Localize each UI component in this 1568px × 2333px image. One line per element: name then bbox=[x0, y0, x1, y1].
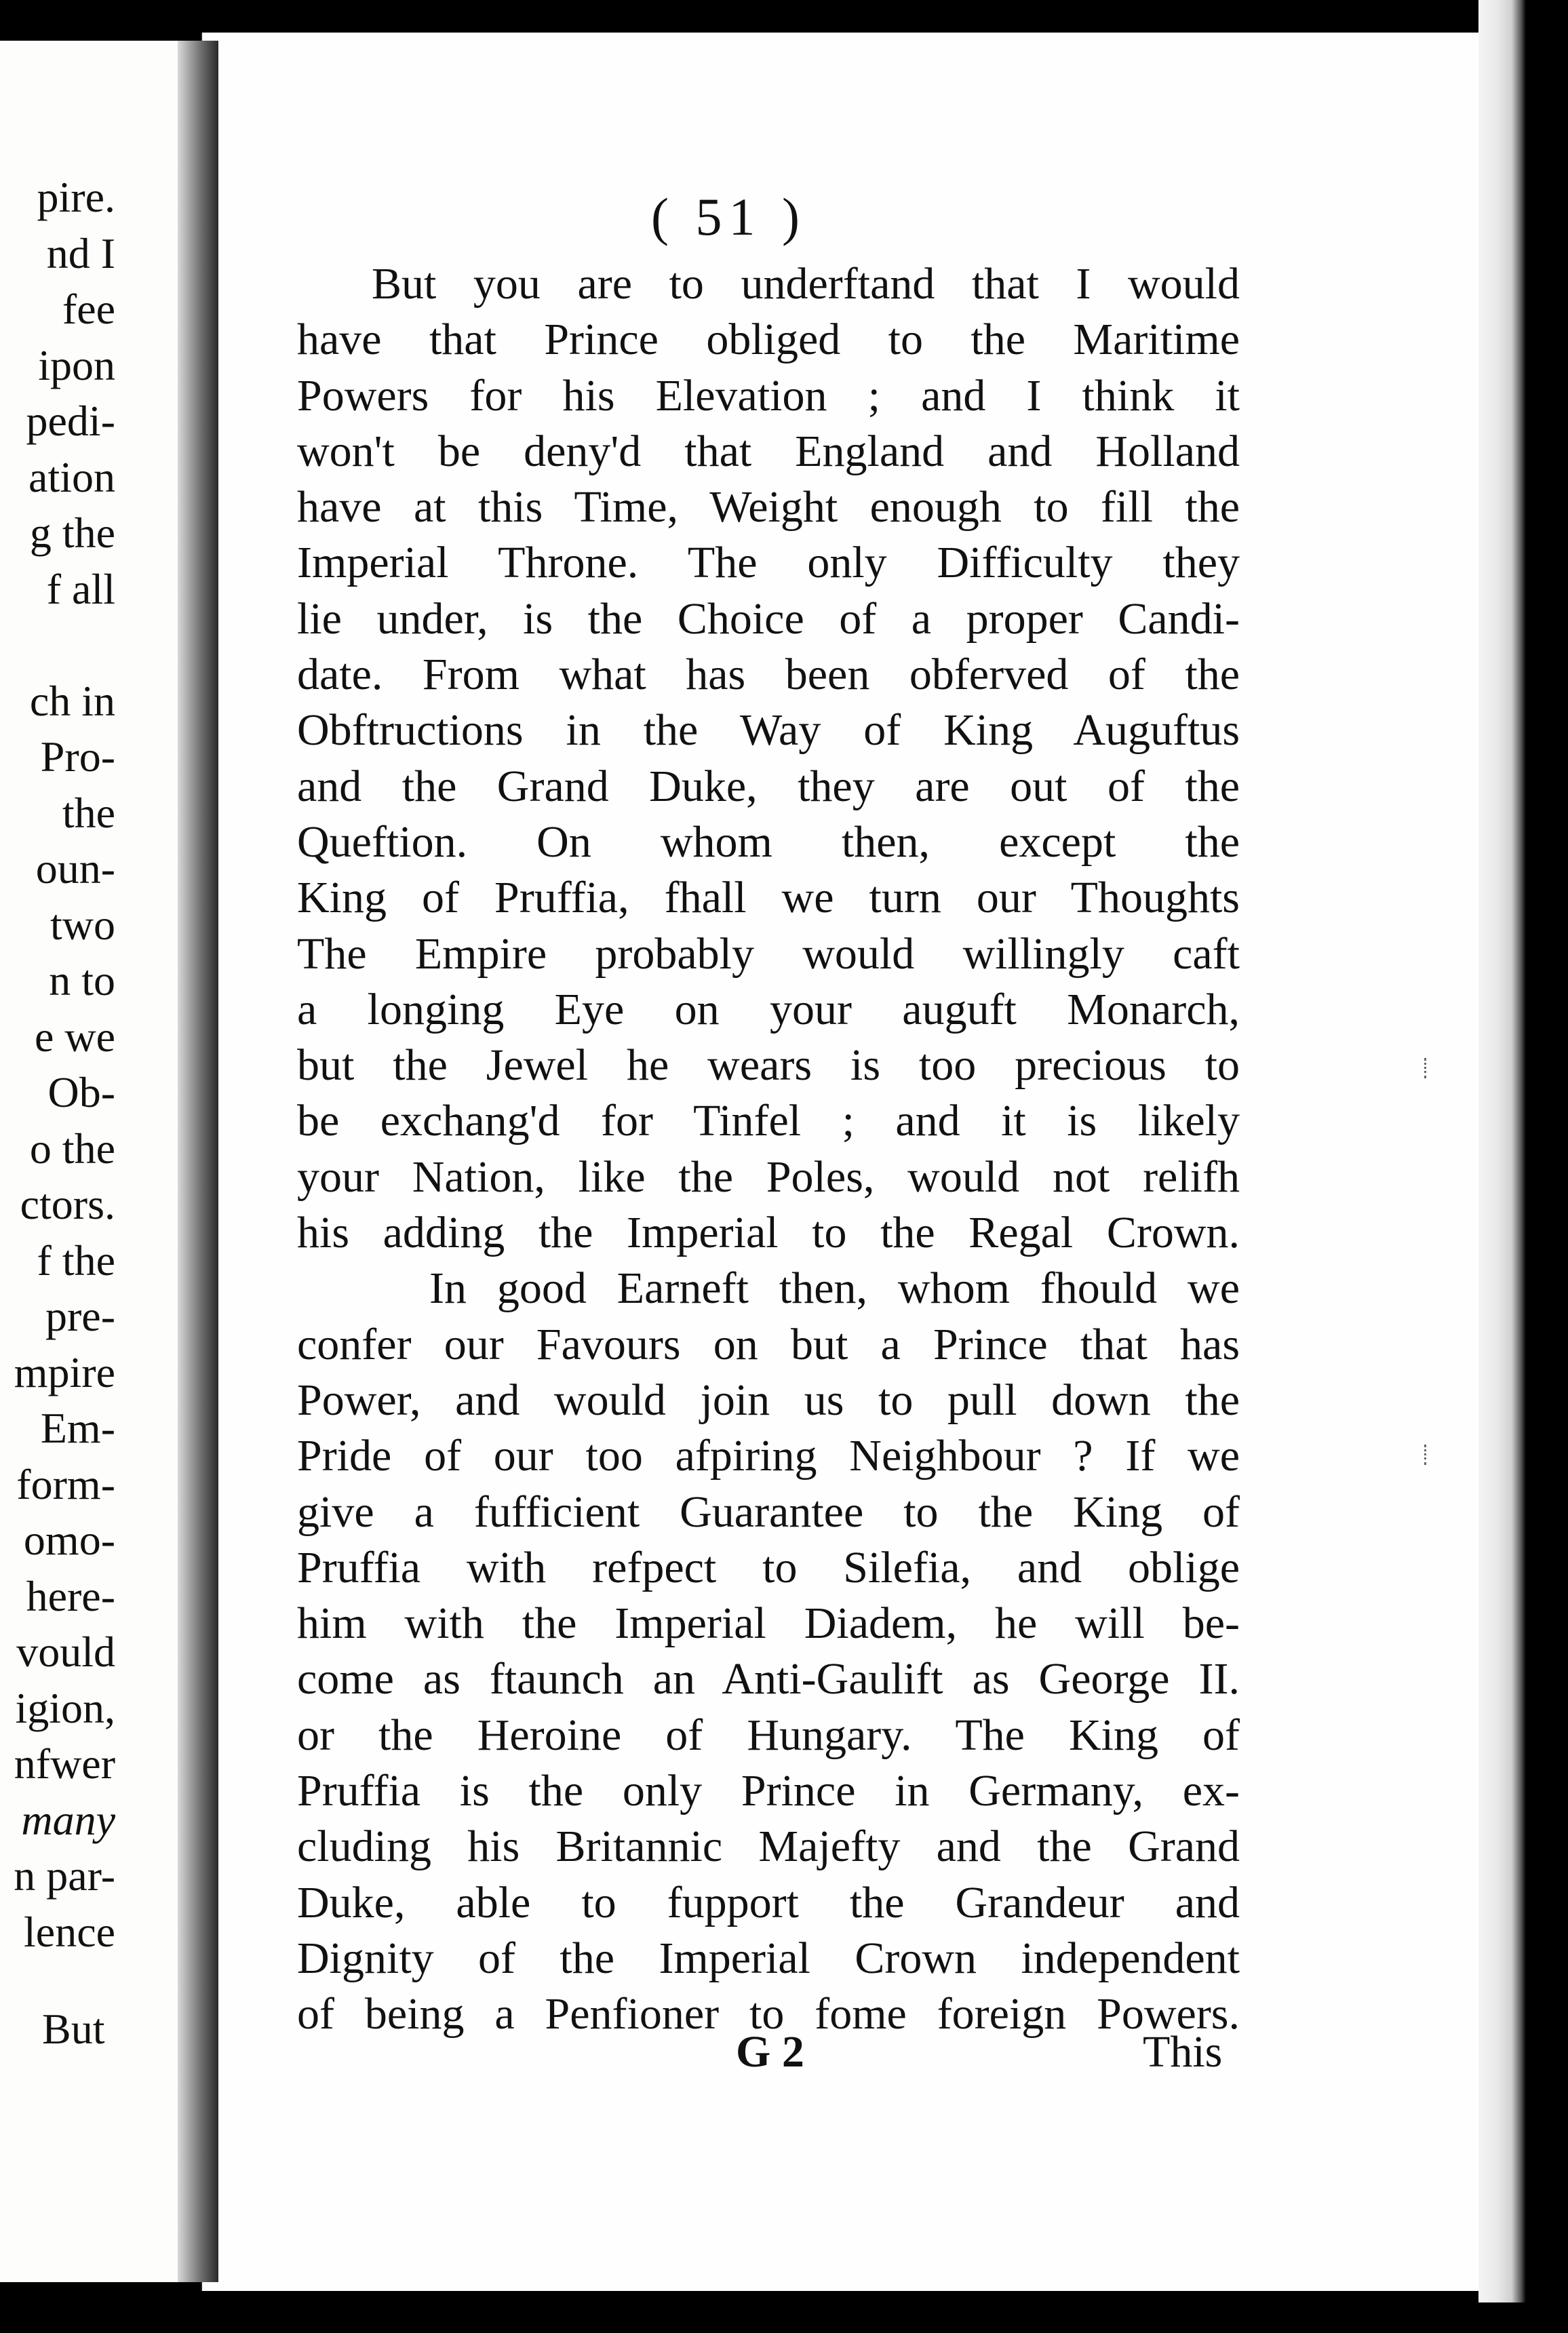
left-line: Pro- bbox=[40, 732, 115, 781]
left-line bbox=[0, 617, 115, 673]
text-line: your Nation, like the Poles, would not relifh bbox=[297, 1152, 1240, 1202]
signature-mark: G 2 bbox=[736, 2027, 804, 2077]
left-line: ch in bbox=[29, 676, 115, 725]
left-line: Em- bbox=[40, 1404, 115, 1452]
left-line: pedi- bbox=[26, 397, 115, 445]
text-line: Power, and would join us to pull down the bbox=[297, 1375, 1240, 1425]
body-text bbox=[297, 256, 1240, 2043]
left-line: fee bbox=[62, 285, 115, 333]
left-line: nfwer bbox=[14, 1740, 115, 1788]
left-line: nd I bbox=[46, 229, 115, 277]
text-line: have at this Time, Weight enough to fill the bbox=[297, 482, 1240, 532]
margin-speck bbox=[1424, 1445, 1432, 1465]
text-line: Queftion. On whom then, except the bbox=[297, 817, 1240, 867]
left-line: ation bbox=[28, 452, 115, 501]
text-line: Imperial Throne. The only Difficulty they bbox=[297, 538, 1240, 588]
left-line: mpire bbox=[14, 1348, 115, 1396]
text-line: Pruffia is the only Prince in Germany, ex- bbox=[297, 1766, 1240, 1816]
book-gutter bbox=[178, 41, 218, 2282]
catchword: This bbox=[1143, 2027, 1223, 2077]
text-line: or the Heroine of Hungary. The King of bbox=[297, 1710, 1240, 1760]
text-line: Powers for his Elevation ; and I think it bbox=[297, 370, 1240, 420]
text-line: give a fufficient Guarantee to the King of bbox=[297, 1487, 1240, 1537]
left-line: form- bbox=[16, 1459, 115, 1508]
text-line: Pride of our too afpiring Neighbour ? If we bbox=[297, 1431, 1240, 1481]
left-page-text bbox=[0, 170, 115, 1960]
left-line: igion, bbox=[15, 1683, 115, 1732]
text-line: Duke, able to fupport the Grandeur and bbox=[297, 1877, 1240, 1927]
left-line: many bbox=[21, 1795, 115, 1844]
left-line: pire. bbox=[37, 173, 115, 221]
left-line: n par- bbox=[14, 1851, 115, 1900]
text-line: of being a Penfioner to fome foreign Powers. bbox=[297, 1989, 1240, 2039]
text-line: Obftructions in the Way of King Auguftus bbox=[297, 705, 1240, 756]
margin-speck bbox=[1424, 1058, 1432, 1078]
left-catchword: But bbox=[42, 2005, 105, 2053]
text-line: cluding his Britannic Majefty and the Grand bbox=[297, 1822, 1240, 1872]
text-line: Pruffia with refpect to Silefia, and oblige bbox=[297, 1542, 1240, 1592]
left-line: here- bbox=[26, 1571, 115, 1620]
left-line: ctors. bbox=[20, 1180, 115, 1228]
text-line: his adding the Imperial to the Regal Crown. bbox=[297, 1208, 1240, 1258]
text-line: In good Earneft then, whom fhould we bbox=[429, 1263, 1240, 1314]
text-line: Dignity of the Imperial Crown independent bbox=[297, 1933, 1240, 1983]
text-line: won't be deny'd that England and Holland bbox=[297, 426, 1240, 476]
text-line: come as ftaunch an Anti-Gaulift as George II. bbox=[297, 1654, 1240, 1704]
left-line: g the bbox=[29, 509, 115, 557]
left-line: lence bbox=[24, 1907, 115, 1956]
left-line: o the bbox=[29, 1124, 115, 1173]
left-line: n to bbox=[49, 956, 115, 1004]
left-line: ipon bbox=[38, 340, 115, 389]
left-line: two bbox=[50, 900, 115, 949]
text-line: King of Pruffia, fhall we turn our Thoughts bbox=[297, 873, 1240, 923]
text-line: But you are to underftand that I would bbox=[372, 259, 1240, 309]
text-line: date. From what has been obferved of the bbox=[297, 650, 1240, 700]
text-line: but the Jewel he wears is too precious to bbox=[297, 1040, 1240, 1091]
left-line: Ob- bbox=[47, 1068, 115, 1116]
left-line: f all bbox=[46, 564, 115, 613]
text-line: him with the Imperial Diadem, he will be- bbox=[297, 1599, 1240, 1649]
left-line: pre- bbox=[45, 1292, 115, 1340]
text-line: confer our Favours on but a Prince that has bbox=[297, 1319, 1240, 1369]
text-line: and the Grand Duke, they are out of the bbox=[297, 761, 1240, 811]
text-line: have that Prince obliged to the Maritime bbox=[297, 315, 1240, 365]
page-number: ( 51 ) bbox=[651, 187, 806, 246]
left-line: f the bbox=[37, 1236, 115, 1285]
left-line: vould bbox=[16, 1628, 115, 1676]
left-line: omo- bbox=[23, 1516, 115, 1564]
left-line: e we bbox=[34, 1012, 115, 1061]
left-line: the bbox=[62, 788, 115, 837]
text-line: a longing Eye on your auguft Monarch, bbox=[297, 984, 1240, 1034]
text-line: The Empire probably would willingly caft bbox=[297, 928, 1240, 979]
text-line: be exchang'd for Tinfel ; and it is likely bbox=[297, 1096, 1240, 1146]
text-line: lie under, is the Choice of a proper Candi- bbox=[297, 593, 1240, 644]
left-line: oun- bbox=[35, 844, 115, 893]
page-edge bbox=[1478, 0, 1526, 2302]
